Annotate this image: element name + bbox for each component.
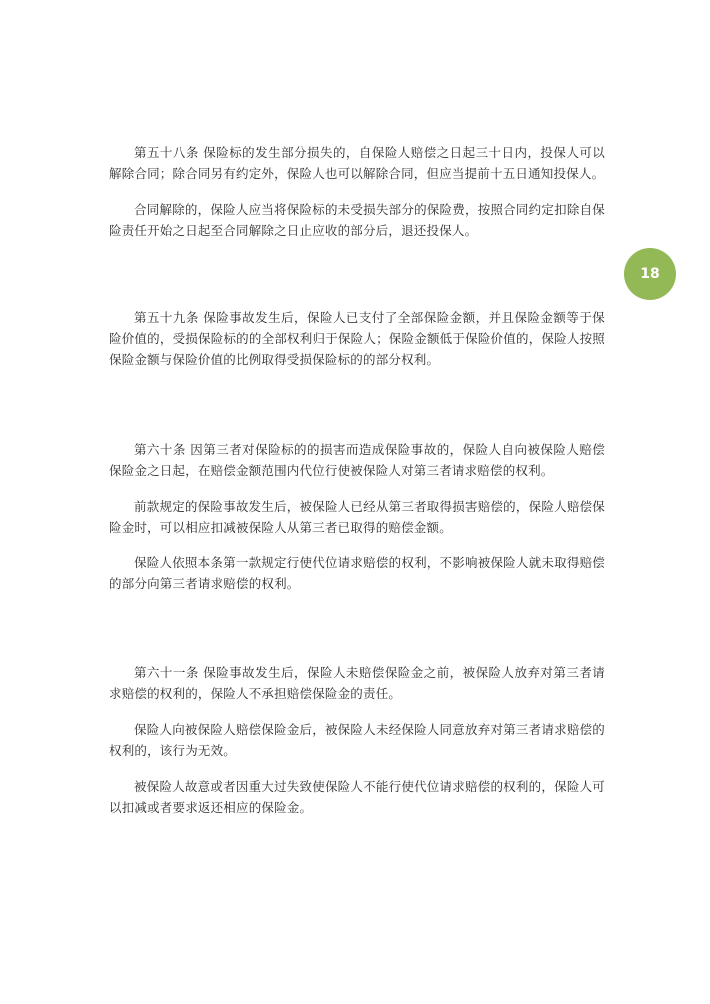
article-60-paragraph-3: 保险人依照本条第一款规定行使代位请求赔偿的权利，不影响被保险人就未取得赔偿的部分向第三者请求赔偿的权利。 [109, 555, 605, 591]
article-61-paragraph-3: 被保险人故意或者因重大过失致使保险人不能行使代位请求赔偿的权利的，保险人可以扣减或者要求返还相应的保险金。 [109, 779, 605, 815]
page-number-badge: 18 [624, 248, 676, 300]
article-58-paragraph-2: 合同解除的，保险人应当将保险标的未受损失部分的保险费，按照合同约定扣除自保险责任开始之日起至合同解除之日止应收的部分后，退还投保人。 [109, 202, 605, 238]
article-61-paragraph-2: 保险人向被保险人赔偿保险金后，被保险人未经保险人同意放弃对第三者请求赔偿的权利的，该行为无效。 [109, 722, 605, 758]
article-58-paragraph-1: 第五十八条 保险标的发生部分损失的，自保险人赔偿之日起三十日内，投保人可以解除合同；除合同另有约定外，保险人也可以解除合同，但应当提前十五日通知投保人。 [109, 145, 605, 181]
article-61-paragraph-1: 第六十一条 保险事故发生后，保险人未赔偿保险金之前，被保险人放弃对第三者请求赔偿的权利的，保险人不承担赔偿保险金的责任。 [109, 665, 605, 701]
article-60-paragraph-2: 前款规定的保险事故发生后，被保险人已经从第三者取得损害赔偿的，保险人赔偿保险金时，可以相应扣减被保险人从第三者已取得的赔偿金额。 [109, 499, 605, 535]
article-60-paragraph-1: 第六十条 因第三者对保险标的的损害而造成保险事故的，保险人自向被保险人赔偿保险金之日起，在赔偿金额范围内代位行使被保险人对第三者请求赔偿的权利。 [109, 442, 605, 478]
article-59-paragraph-1: 第五十九条 保险事故发生后，保险人已支付了全部保险金额，并且保险金额等于保险价值的，受损保险标的的全部权利归于保险人；保险金额低于保险价值的，保险人按照保险金额与保险价值的比例取得受损保险标的的部分权利。 [109, 310, 605, 367]
